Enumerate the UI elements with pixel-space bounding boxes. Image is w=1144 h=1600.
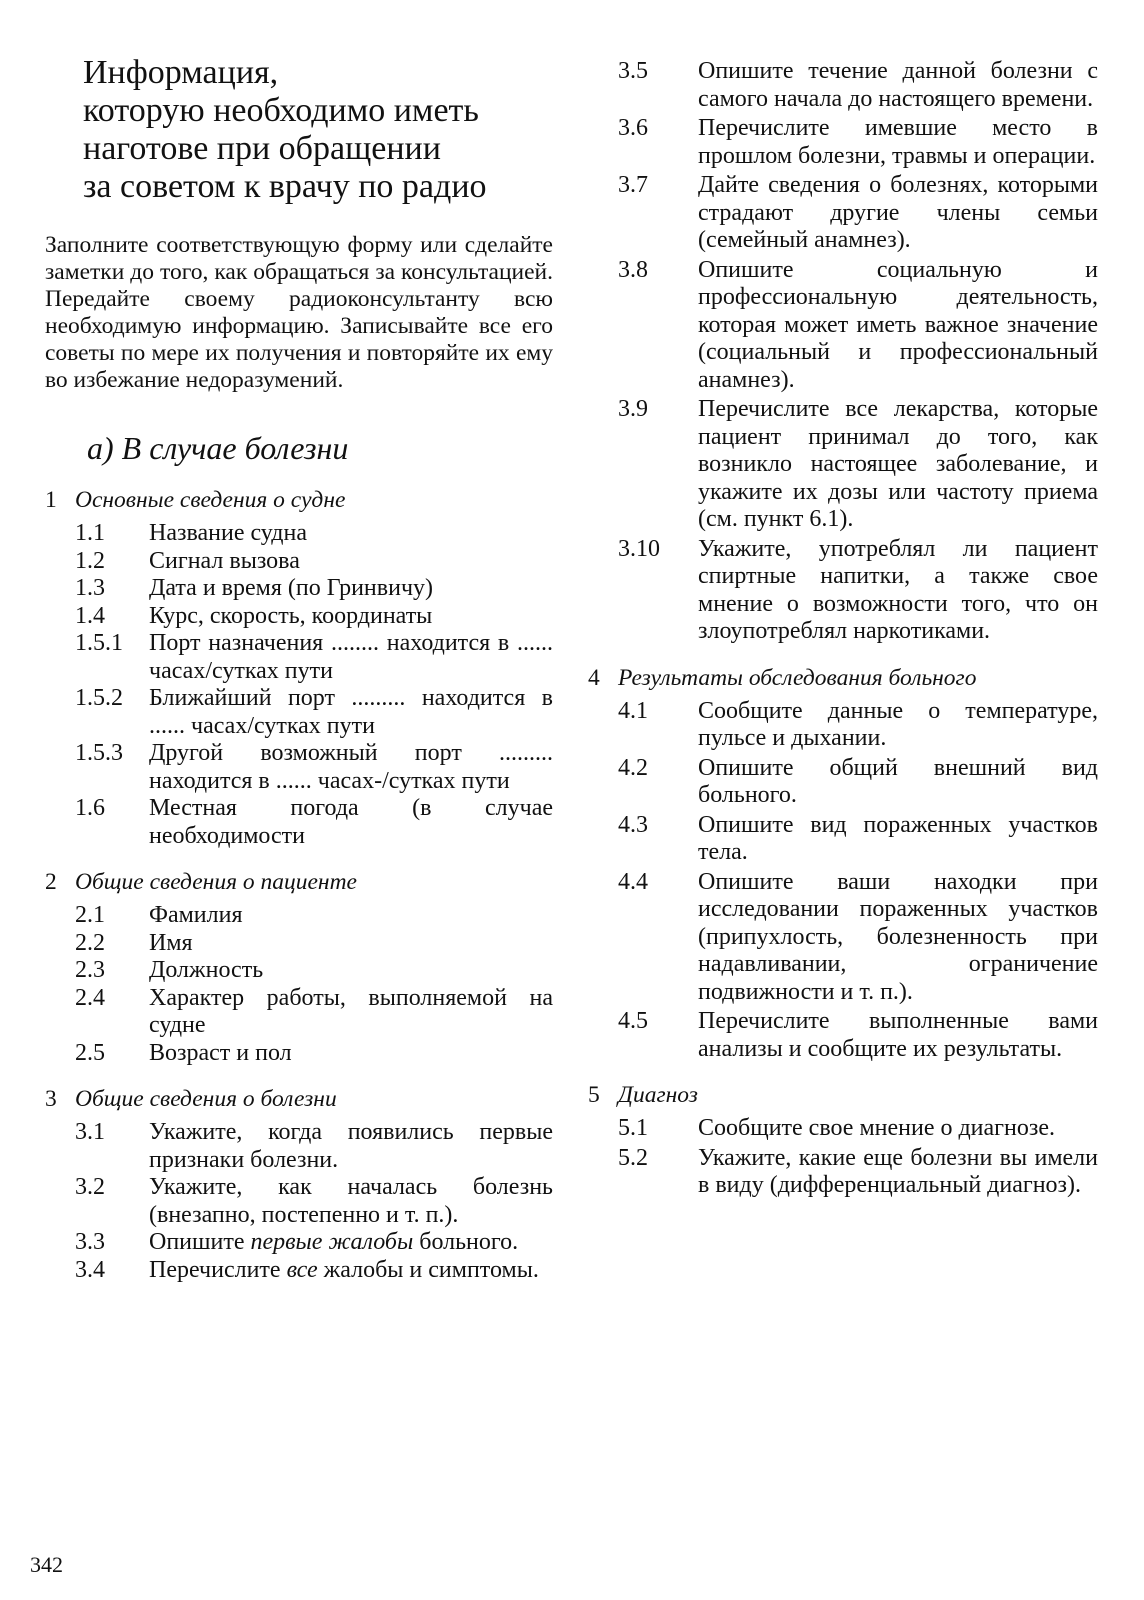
title-line: наготове при обращении — [83, 130, 441, 167]
item-number: 2.3 — [75, 957, 105, 983]
section-title: Диагноз — [618, 1082, 698, 1108]
item-text: Опишите общий внешний вид больного. — [698, 754, 1098, 808]
item-text — [149, 1229, 553, 1257]
list-item — [75, 902, 553, 930]
item-text: Имя — [149, 929, 193, 956]
item-number: 4.2 — [618, 754, 648, 781]
section-number: 3 — [45, 1086, 57, 1112]
item-number: 3.10 — [618, 535, 660, 562]
item-number: 4.1 — [618, 697, 648, 724]
list-item — [75, 795, 553, 850]
section-number: 1 — [45, 487, 57, 513]
item-number: 2.1 — [75, 902, 105, 928]
text-run: Перечислите — [149, 1256, 287, 1283]
item-number: 3.5 — [618, 58, 648, 84]
item-text: Укажите, когда появились первые признаки болезни. — [149, 1119, 553, 1173]
list-item — [618, 172, 1098, 255]
emphasis-text: первые жалобы — [250, 1229, 414, 1255]
list-item — [618, 396, 1098, 534]
item-list — [618, 1115, 1098, 1200]
title-line: которую необходимо иметь — [83, 92, 479, 129]
list-item — [618, 1115, 1098, 1143]
list-item — [618, 755, 1098, 810]
item-number: 4.3 — [618, 811, 648, 838]
text-run: Опишите — [149, 1229, 251, 1255]
item-number: 1.4 — [75, 602, 105, 629]
list-item — [75, 957, 553, 985]
title-line: Информация, — [83, 54, 279, 91]
emphasis-text: все — [286, 1256, 318, 1283]
item-text: Перечислите выполненные вами анализы и сообщите их результаты. — [698, 1008, 1098, 1062]
item-text: Дата и время (по Гринвичу) — [149, 575, 434, 601]
intro-paragraph: Заполните соответствующую форму или сделайте заметки до того, как обращаться за консультацией. Передайте своему радиоконсультанту всю необходимую информацию. Записывайте все его советы по мере их получения и повторяйте их ему во избежание недоразумений. — [45, 232, 553, 393]
title-line: за советом к врачу по радио — [83, 168, 487, 205]
item-number: 1.3 — [75, 575, 105, 601]
list-item — [75, 1257, 553, 1285]
item-text: Характер работы, выполняемой на судне — [149, 984, 553, 1038]
section-1 — [45, 486, 553, 850]
list-item — [75, 740, 553, 795]
item-number: 3.9 — [618, 396, 648, 422]
section-heading — [588, 664, 1098, 692]
section-heading — [588, 1081, 1098, 1109]
item-number: 3.6 — [618, 115, 648, 141]
item-text: Название судна — [149, 520, 308, 546]
item-text: Местная погода (в случае необходимости — [149, 795, 553, 849]
section-heading — [45, 486, 553, 514]
item-text: Другой возможный порт ......... находится в ...... часах-/сутках пути — [149, 740, 553, 794]
item-number: 1.5.1 — [75, 630, 123, 656]
item-number: 5.2 — [618, 1144, 648, 1171]
section-number: 2 — [45, 869, 57, 895]
item-text: Укажите, как началась болезнь (внезапно, постепенно и т. п.). — [149, 1174, 553, 1228]
subsection-heading: а) В случае болезни — [87, 430, 349, 466]
item-text: Порт назначения ........ находится в ...... часах/сутках пути — [149, 630, 553, 684]
list-item — [75, 1040, 553, 1068]
item-text: Сигнал вызова — [149, 547, 300, 574]
item-number: 3.8 — [618, 256, 648, 283]
section-title: Результаты обследования больного — [618, 664, 977, 691]
section-heading — [45, 1085, 553, 1113]
item-list — [618, 58, 1098, 646]
list-item — [618, 812, 1098, 867]
section-3-continued — [588, 58, 1098, 646]
item-list — [75, 1119, 553, 1284]
item-text: Перечислите имевшие место в прошлом болезни, травмы и операции. — [698, 115, 1098, 169]
section-number: 4 — [588, 664, 600, 691]
list-item — [75, 930, 553, 958]
right-column — [588, 0, 1098, 1202]
item-number: 5.1 — [618, 1115, 648, 1141]
section-title: Общие сведения о пациенте — [75, 869, 357, 895]
page-number: 342 — [30, 1552, 63, 1577]
item-text: Фамилия — [149, 902, 243, 928]
item-text: Опишите социальную и профессиональную деятельность, которая может иметь важное значение (социальный и профессиональный анамнез). — [698, 256, 1098, 393]
item-number: 1.6 — [75, 795, 105, 821]
list-item — [75, 685, 553, 740]
item-text: Укажите, употреблял ли пациент спиртные напитки, а также свое мнение о возможности того, что он злоупотреблял наркотиками. — [698, 535, 1098, 644]
section-title: Основные сведения о судне — [75, 487, 346, 513]
item-text: Возраст и пол — [149, 1039, 292, 1066]
item-number: 3.4 — [75, 1256, 105, 1283]
list-item — [75, 548, 553, 576]
list-item — [618, 1008, 1098, 1063]
section-3 — [45, 1085, 553, 1284]
list-item — [618, 115, 1098, 170]
item-number: 2.2 — [75, 929, 105, 956]
item-number: 2.4 — [75, 984, 105, 1011]
item-number: 4.5 — [618, 1008, 648, 1034]
list-item — [618, 869, 1098, 1007]
list-item — [618, 1145, 1098, 1200]
list-item — [618, 536, 1098, 646]
item-number: 3.7 — [618, 172, 648, 198]
item-text: Дайте сведения о болезнях, которыми страдают другие члены семьи (семейный анамнез). — [698, 172, 1098, 253]
section-4 — [588, 664, 1098, 1064]
left-column — [45, 0, 553, 1284]
item-text: Сообщите свое мнение о диагнозе. — [698, 1115, 1055, 1141]
item-text: Укажите, какие еще болезни вы имели в виду (дифференциальный диагноз). — [698, 1144, 1098, 1198]
item-number: 4.4 — [618, 868, 648, 895]
item-number: 3.3 — [75, 1229, 105, 1255]
page-title — [83, 54, 553, 206]
list-item — [75, 520, 553, 548]
list-item — [75, 1119, 553, 1174]
item-text: Опишите вид пораженных участков тела. — [698, 811, 1098, 865]
item-text: Опишите ваши находки при исследовании пораженных участков (припухлость, болезненность при надавливании, ограничение подвижности и т. п.). — [698, 868, 1098, 1005]
list-item — [618, 257, 1098, 395]
item-text — [149, 1257, 553, 1285]
item-text: Ближайший порт ......... находится в ...... часах/сутках пути — [149, 685, 553, 739]
item-number: 1.5.2 — [75, 685, 123, 711]
list-item — [75, 1174, 553, 1229]
text-run: жалобы и симптомы. — [317, 1256, 539, 1283]
item-number: 1.2 — [75, 547, 105, 574]
item-number: 3.1 — [75, 1119, 105, 1145]
list-item — [75, 1229, 553, 1257]
section-heading — [45, 868, 553, 896]
item-number: 1.5.3 — [75, 740, 123, 766]
section-5 — [588, 1081, 1098, 1200]
item-text: Перечислите все лекарства, которые пациент принимал до того, как возникло настоящее заболевание, и укажите их дозы или частоту приема (см. пункт 6.1). — [698, 396, 1098, 532]
item-text: Опишите течение данной болезни с самого начала до настоящего времени. — [698, 58, 1098, 112]
item-number: 2.5 — [75, 1039, 105, 1066]
item-list — [618, 698, 1098, 1064]
section-number: 5 — [588, 1082, 600, 1108]
list-item — [75, 985, 553, 1040]
item-list — [75, 902, 553, 1067]
item-list — [75, 520, 553, 850]
item-number: 1.1 — [75, 520, 105, 546]
item-number: 3.2 — [75, 1174, 105, 1200]
list-item — [75, 575, 553, 603]
section-2 — [45, 868, 553, 1067]
text-run: больного. — [413, 1229, 519, 1255]
list-item — [618, 58, 1098, 113]
item-text: Курс, скорость, координаты — [149, 602, 433, 629]
list-item — [75, 603, 553, 631]
item-text: Сообщите данные о температуре, пульсе и дыхании. — [698, 697, 1098, 751]
list-item — [75, 630, 553, 685]
item-text: Должность — [149, 957, 264, 983]
list-item — [618, 698, 1098, 753]
section-title: Общие сведения о болезни — [75, 1086, 337, 1112]
